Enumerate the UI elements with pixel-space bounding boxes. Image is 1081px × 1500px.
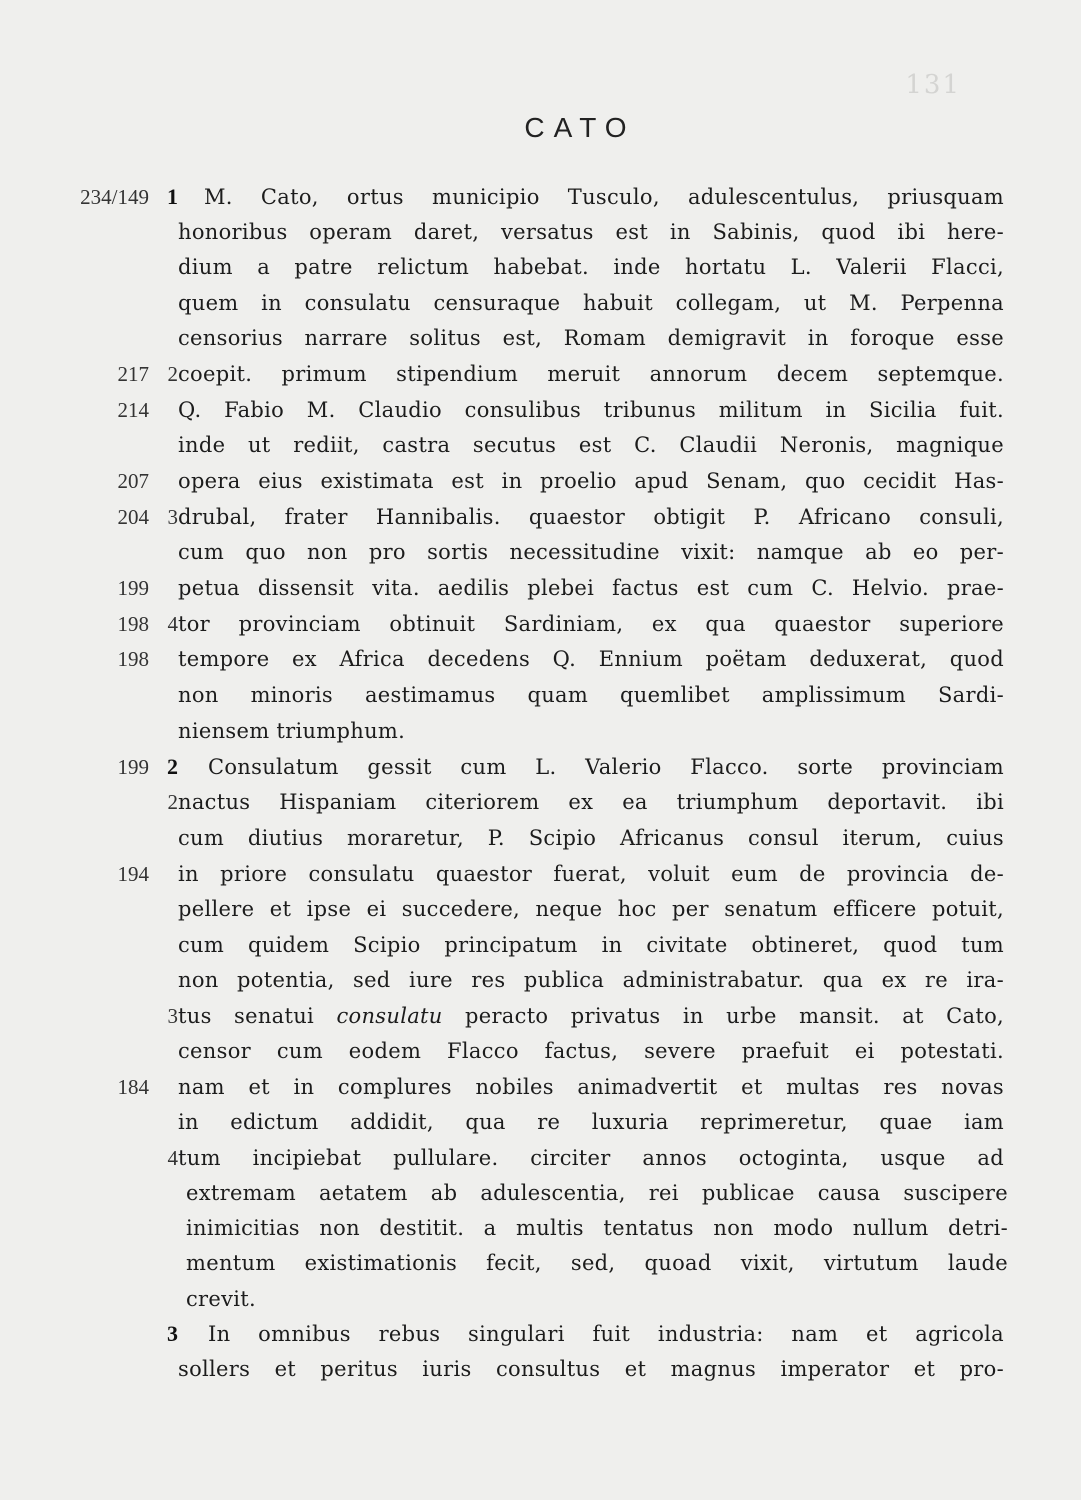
show-through-page-number: 131 [905, 70, 961, 100]
text-line [0, 1352, 1081, 1386]
line-text: extremam aetatem ab adulescentia, rei publicae causa suscipere [186, 1181, 1008, 1205]
text-line [0, 1070, 1081, 1104]
line-text-part: tus senatui [178, 1004, 337, 1028]
line-text: in edictum addidit, qua re luxuria reprimeretur, quae iam [178, 1110, 1004, 1134]
year-marginal-note: 217 [117, 362, 149, 386]
chapter-number: 1 [167, 184, 178, 209]
line-text: mentum existimationis fecit, sed, quoad vixit, virtutum laude [186, 1251, 1008, 1275]
text-line [0, 357, 1081, 391]
line-text: tum incipiebat pullulare. circiter annos octoginta, usque ad [178, 1146, 1004, 1170]
year-marginal-note: 199 [117, 576, 149, 600]
line-text: cum quidem Scipio principatum in civitate obtineret, quod tum [178, 933, 1004, 957]
text-line [0, 928, 1081, 962]
line-text: coepit. primum stipendium meruit annorum decem septemque. [178, 362, 1004, 386]
line-text: quem in consulatu censuraque habuit collegam, ut M. Perpenna [178, 291, 1004, 315]
text-line [0, 500, 1081, 534]
line-text: censor cum eodem Flacco factus, severe praefuit ei potestati. [178, 1039, 1004, 1063]
line-text: petua dissensit vita. aedilis plebei factus est cum C. Helvio. prae- [178, 576, 1004, 600]
text-line [0, 180, 1081, 214]
year-marginal-note: 199 [117, 755, 149, 779]
text-line [0, 1317, 1081, 1351]
line-text: niensem triumphum. [178, 719, 406, 743]
text-line [0, 286, 1081, 320]
text-line [0, 785, 1081, 819]
text-line [0, 857, 1081, 891]
text-line [0, 892, 1081, 926]
year-marginal-note: 204 [117, 505, 149, 529]
year-marginal-note: 198 [117, 647, 149, 671]
section-number: 3 [167, 1004, 178, 1028]
text-line [0, 250, 1081, 284]
text-line [0, 464, 1081, 498]
line-text-part: peracto privatus in urbe mansit. at Cato, [442, 1004, 1005, 1028]
line-text: censorius narrare solitus est, Romam demigravit in foroque esse [178, 326, 1004, 350]
text-line [0, 607, 1081, 641]
line-text: drubal, frater Hannibalis. quaestor obtigit P. Africano consuli, [178, 505, 1004, 529]
line-text: nactus Hispaniam citeriorem ex ea triumphum deportavit. ibi [178, 790, 1004, 814]
year-marginal-note: 214 [117, 398, 149, 422]
italic-word: consulatu [336, 1004, 443, 1028]
line-text: tor provinciam obtinuit Sardiniam, ex qua quaestor superiore [178, 612, 1004, 636]
year-marginal-note: 184 [117, 1075, 149, 1099]
text-line [0, 1034, 1081, 1068]
chapter-number: 2 [167, 754, 178, 779]
text-line [0, 1246, 1081, 1280]
line-text: crevit. [186, 1287, 257, 1311]
text-line [0, 714, 1081, 748]
text-line [0, 678, 1081, 712]
line-text: In omnibus rebus singulari fuit industria: nam et agricola [208, 1322, 1004, 1346]
text-line [0, 1211, 1081, 1245]
text-line [0, 321, 1081, 355]
text-line [0, 642, 1081, 676]
line-text: cum diutius moraretur, P. Scipio Africanus consul iterum, cuius [178, 826, 1004, 850]
line-text: Q. Fabio M. Claudio consulibus tribunus militum in Sicilia fuit. [178, 398, 1004, 422]
text-line [0, 1141, 1081, 1175]
year-marginal-note: 194 [117, 862, 149, 886]
text-line [0, 750, 1081, 784]
section-number: 2 [167, 362, 178, 386]
text-line [0, 963, 1081, 997]
year-marginal-note: 234/149 [80, 185, 149, 209]
line-text: Consulatum gessit cum L. Valerio Flacco. sorte provinciam [208, 755, 1004, 779]
line-text: sollers et peritus iuris consultus et magnus imperator et pro- [178, 1357, 1004, 1381]
line-text: cum quo non pro sortis necessitudine vixit: namque ab eo per- [178, 540, 1004, 564]
chapter-number: 3 [167, 1321, 178, 1346]
line-text: non minoris aestimamus quam quemlibet amplissimum Sardi- [178, 683, 1004, 707]
line-text: M. Cato, ortus municipio Tusculo, adulescentulus, priusquam [204, 185, 1004, 209]
line-text: nam et in complures nobiles animadvertit et multas res novas [178, 1075, 1004, 1099]
line-text: pellere et ipse ei succedere, neque hoc per senatum efficere potuit, [178, 897, 1004, 921]
text-line [0, 1105, 1081, 1139]
line-text: opera eius existimata est in proelio apud Senam, quo cecidit Has- [178, 469, 1004, 493]
line-text: non potentia, sed iure res publica administrabatur. qua ex re ira- [178, 968, 1004, 992]
text-line [0, 571, 1081, 605]
year-marginal-note: 198 [117, 612, 149, 636]
line-text: in priore consulatu quaestor fuerat, voluit eum de provincia de- [178, 862, 1004, 886]
text-line [0, 393, 1081, 427]
line-text: inimicitias non destitit. a multis tentatus non modo nullum detri- [186, 1216, 1008, 1240]
text-line [0, 535, 1081, 569]
section-number: 4 [167, 612, 178, 636]
text-line [0, 821, 1081, 855]
year-marginal-note: 207 [117, 469, 149, 493]
section-number: 2 [167, 790, 178, 814]
text-line [0, 428, 1081, 462]
text-line [0, 215, 1081, 249]
text-line [0, 1176, 1081, 1210]
line-text: honoribus operam daret, versatus est in Sabinis, quod ibi here- [178, 220, 1004, 244]
section-number: 4 [167, 1146, 178, 1170]
chapter-title: CATO [524, 112, 636, 143]
line-text: inde ut rediit, castra secutus est C. Claudii Neronis, magnique [178, 433, 1004, 457]
line-text: dium a patre relictum habebat. inde hortatu L. Valerii Flacci, [178, 255, 1004, 279]
line-text: tempore ex Africa decedens Q. Ennium poëtam deduxerat, quod [178, 647, 1004, 671]
line-text [178, 999, 1004, 1033]
section-number: 3 [167, 505, 178, 529]
text-line [0, 999, 1081, 1033]
text-line [0, 1282, 1081, 1316]
